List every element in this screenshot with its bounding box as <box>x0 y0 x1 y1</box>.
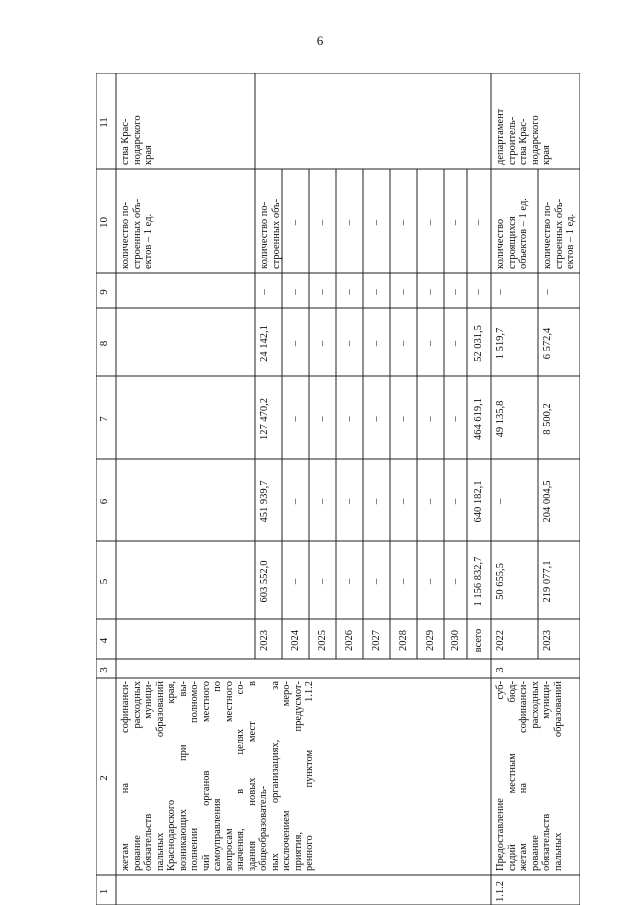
block-a-regional: – <box>343 498 355 505</box>
block-a-regional: – <box>424 498 436 505</box>
block-b-number: 1.1.2 <box>495 881 506 902</box>
block-a-extra: – <box>259 289 270 295</box>
block-b-total: 219 077,1 <box>542 560 553 603</box>
block-b-executor: департамент строитель- ства Крас- нодарского края <box>495 108 552 165</box>
block-a-year: всего <box>473 628 484 653</box>
block-a-result: – <box>370 219 382 226</box>
header-cell-10: 10 <box>98 217 110 228</box>
block-a-total: – <box>449 578 461 585</box>
block-a-total: – <box>289 578 301 585</box>
block-a-description: жетам на софинанси- рование расходных обязательств муници- пальных образований Краснодарского края, возникающих при вы- полнении полномо- чий органов местного самоуправления по вопросам местного значения, в целях со- здания новых мест в общеобразователь- ных организациях, за исключением меро- приятия, предусмот- ренного пунктом 1.1.2 <box>120 681 315 871</box>
block-b-federal: 49 135,8 <box>495 400 506 438</box>
header-cell-7: 7 <box>98 416 110 422</box>
block-a-result: количество по- строенных объ- <box>259 198 282 269</box>
block-b-status: 3 <box>495 667 506 673</box>
block-b-year: 2022 <box>495 630 506 651</box>
block-a-regional: 451 939,7 <box>259 480 270 523</box>
block-b-local: 6 572,4 <box>542 327 553 360</box>
block-a-federal: – <box>424 416 436 422</box>
block-a-federal: – <box>343 416 355 422</box>
block-b-total: 50 655,5 <box>495 563 506 600</box>
block-a-year: 2027 <box>370 630 382 651</box>
header-cell-8: 8 <box>98 340 110 347</box>
program-table <box>96 73 580 905</box>
block-a-federal: – <box>449 416 461 422</box>
block-b-regional: – <box>495 498 506 505</box>
block-a-total: – <box>316 578 328 585</box>
block-a-local: – <box>449 340 461 347</box>
block-a-result: – <box>289 219 301 226</box>
header-cell-1: 1 <box>98 888 110 895</box>
block-b-extra: – <box>542 289 553 295</box>
block-a-local: 52 031,5 <box>473 325 484 362</box>
block-a-federal: – <box>316 416 328 422</box>
block-b-description: Предоставление суб- сидий местным бюд- жетам на софинанси- рование расходных обязательств муници- пальных образований <box>495 681 564 871</box>
header-cell-6: 6 <box>98 498 110 505</box>
block-a-regional: – <box>316 498 328 505</box>
block-a-year: 2025 <box>316 630 328 651</box>
block-a-result: – <box>397 219 409 226</box>
block-a-executor: ства Крас- нодарского края <box>120 115 154 165</box>
block-a-local: – <box>289 340 301 347</box>
block-a-extra: – <box>343 289 355 295</box>
header-cell-3: 3 <box>98 667 110 673</box>
header-cell-5: 5 <box>98 578 110 585</box>
block-a-total: – <box>397 578 409 585</box>
block-b-federal: 8 500,2 <box>542 403 553 435</box>
block-a-year: 2026 <box>343 630 355 651</box>
block-a-total: 1 156 832,7 <box>473 556 484 607</box>
block-a-year: 2024 <box>289 630 301 651</box>
header-cell-11: 11 <box>98 117 110 128</box>
block-a-total: – <box>343 578 355 585</box>
block-a-local: – <box>370 340 382 347</box>
block-a-total: 603 552,0 <box>259 560 270 603</box>
block-a-result: – <box>449 219 461 226</box>
block-a-regional: – <box>397 498 409 505</box>
block-a-extra: – <box>397 289 409 295</box>
block-a-extra: – <box>473 289 484 295</box>
block-a-local: 24 142,1 <box>259 325 270 362</box>
block-a-federal: 464 619,1 <box>473 398 484 440</box>
block-a-result-first: количество по- строенных объ- ектов – 1 ед. <box>120 198 154 269</box>
block-b-result: количество по- строенных объ- ектов – 1 ед. <box>542 198 576 269</box>
block-b-year: 2023 <box>542 630 553 651</box>
block-a-year: 2030 <box>449 630 461 651</box>
block-a-result: – <box>473 219 484 226</box>
header-cell-9: 9 <box>98 289 110 295</box>
block-a-year: 2029 <box>424 630 436 651</box>
block-a-extra: – <box>370 289 382 295</box>
block-b-regional: 204 004,5 <box>542 480 553 523</box>
block-b-extra: – <box>495 289 506 295</box>
page-number: 6 <box>316 33 324 48</box>
block-a-extra: – <box>316 289 328 295</box>
block-a-regional: – <box>370 498 382 505</box>
block-a-extra: – <box>449 289 461 295</box>
block-a-local: – <box>343 340 355 347</box>
block-a-local: – <box>397 340 409 347</box>
block-b-result: количество строящихся объектов – 1 ед. <box>495 198 529 269</box>
block-a-total: – <box>424 578 436 585</box>
block-a-regional: – <box>289 498 301 505</box>
block-a-federal: – <box>397 416 409 422</box>
block-a-result: – <box>424 219 436 226</box>
block-a-regional: – <box>449 498 461 505</box>
block-a-federal: – <box>289 416 301 422</box>
block-a-federal: 127 470,2 <box>259 398 270 440</box>
block-a-regional: 640 182,1 <box>473 480 484 523</box>
header-cell-4: 4 <box>98 637 110 644</box>
header-cell-2: 2 <box>98 775 110 781</box>
block-a-year: 2028 <box>397 630 409 651</box>
block-a-local: – <box>316 340 328 347</box>
block-a-federal: – <box>370 416 382 422</box>
block-b-local: 1 519,7 <box>495 327 506 360</box>
block-a-year: 2023 <box>259 630 270 651</box>
block-a-total: – <box>370 578 382 585</box>
block-a-result: – <box>316 219 328 226</box>
block-a-local: – <box>424 340 436 347</box>
block-a-extra: – <box>289 289 301 295</box>
block-a-extra: – <box>424 289 436 295</box>
block-a-result: – <box>343 219 355 226</box>
